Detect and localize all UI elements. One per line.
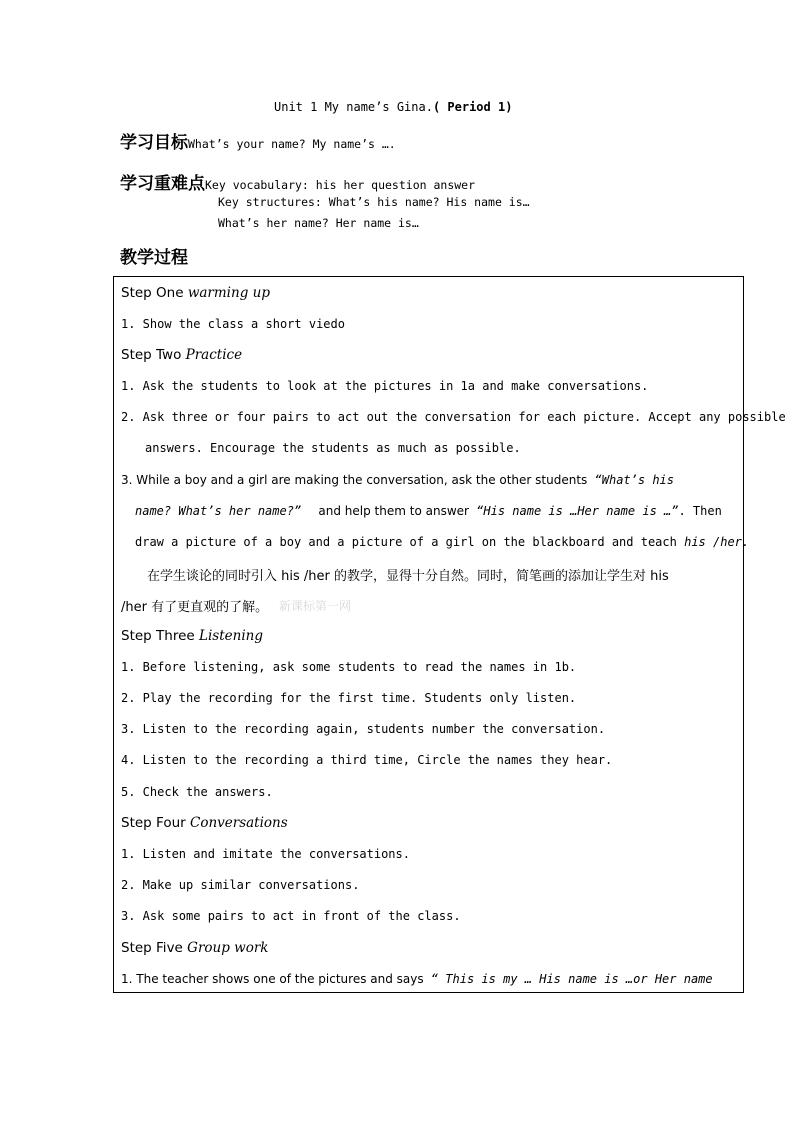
step-two-item-3b-quote: name? What’s her name?” (135, 504, 302, 518)
key-structures-line-2: What’s her name? Her name is… (218, 216, 419, 230)
step-three-subtitle: Listening (199, 628, 263, 644)
key-structures-line: Key structures: What’s his name? His name is… (218, 195, 530, 209)
process-heading: 教学过程 (120, 248, 188, 268)
step-three-item-5: 5. Check the answers. (121, 785, 273, 799)
step-two-note-cn-2: /her 有了更直观的了解。 (121, 600, 269, 615)
step-four-heading (121, 815, 288, 831)
step-three-item-4: 4. Listen to the recording a third time, Circle the names they hear. (121, 753, 613, 767)
step-two-heading (121, 347, 242, 363)
step-one-heading (121, 285, 270, 301)
step-three-item-1: 1. Before listening, ask some students to read the names in 1b. (121, 660, 577, 674)
step-four-subtitle: Conversations (189, 815, 288, 831)
step-four-item-1: 1. Listen and imitate the conversations. (121, 847, 410, 861)
key-points-label: 学习重难点 (120, 174, 205, 194)
step-two-item-3b (135, 504, 722, 518)
step-two-title: Step Two (121, 347, 182, 363)
step-five-title: Step Five (121, 940, 183, 956)
step-two-item-3a-quote: “What’s his (594, 473, 675, 487)
step-two-item-3c-text: draw a picture of a boy and a picture of a girl on the blackboard and teach (135, 535, 677, 549)
document-title (274, 100, 512, 114)
step-five-heading (121, 940, 268, 956)
step-two-item-1: 1. Ask the students to look at the pictures in 1a and make conversations. (121, 379, 649, 393)
watermark: 新课标第一网 (279, 599, 352, 613)
step-two-item-3c (135, 535, 749, 549)
step-three-item-2: 2. Play the recording for the first time. Students only listen. (121, 691, 577, 705)
key-vocabulary-line: Key vocabulary: his her question answer (205, 178, 476, 192)
step-two-note-cn-1: 在学生谈论的同时引入 his /her 的教学，显得十分自然。同时，简笔画的添加让学生对 his (147, 569, 669, 584)
step-three-item-3: 3. Listen to the recording again, students number the conversation. (121, 722, 606, 736)
step-five-subtitle: Group work (187, 940, 269, 956)
step-one-item-1: 1. Show the class a short viedo (121, 317, 345, 331)
step-three-title: Step Three (121, 628, 195, 644)
objectives-row (120, 128, 396, 153)
step-two-item-3b-text: and help them to answer (318, 504, 469, 518)
process-box (113, 276, 786, 993)
objectives-label: 学习目标 (120, 133, 188, 153)
step-three-heading (121, 628, 263, 644)
step-two-item-3b-end: . Then (678, 504, 722, 518)
step-five-item-1-text: 1. The teacher shows one of the pictures and says (121, 972, 424, 986)
title-period: ( Period 1) (432, 100, 513, 114)
step-two-item-3a-text: 3. While a boy and a girl are making the conversation, ask the other students (121, 473, 588, 487)
step-two-item-3a (121, 473, 674, 487)
step-two-item-3b-answer: “His name is …Her name is …” (476, 504, 679, 518)
key-points-row (120, 169, 475, 194)
step-two-item-2a: 2. Ask three or four pairs to act out the conversation for each picture. Accept any possible (121, 410, 786, 424)
step-four-title: Step Four (121, 815, 186, 831)
step-two-item-2b: answers. Encourage the students as much as possible. (145, 441, 521, 455)
step-two-item-3c-italic: his /her. (684, 535, 750, 549)
step-four-item-3: 3. Ask some pairs to act in front of the class. (121, 909, 461, 923)
step-five-item-1-quote: “ This is my … His name is …or Her name (430, 972, 713, 986)
objectives-text: What’s your name? My name’s …. (188, 137, 396, 151)
step-four-item-2: 2. Make up similar conversations. (121, 878, 360, 892)
step-one-subtitle: warming up (187, 285, 270, 301)
step-one-title: Step One (121, 285, 184, 301)
step-five-item-1 (121, 972, 713, 986)
title-main: Unit 1 My name’s Gina. (274, 100, 433, 114)
step-two-subtitle: Practice (185, 347, 243, 363)
